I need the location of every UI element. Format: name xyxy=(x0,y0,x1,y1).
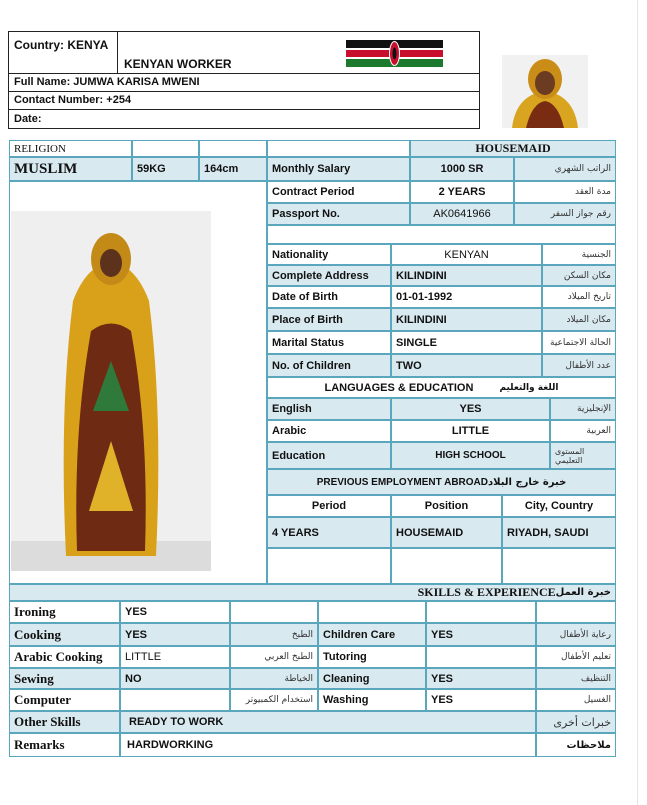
pob-arabic: مكان الميلاد xyxy=(542,308,616,331)
tutoring-arabic: تعليم الأطفال xyxy=(536,646,616,668)
contract-value: 2 YEARS xyxy=(410,181,514,203)
employment-title-arabic: خبرة خارج البلاد xyxy=(488,476,567,488)
dob-value: 01-01-1992 xyxy=(391,286,542,308)
city-header: City, Country xyxy=(502,495,616,517)
empty-cell xyxy=(267,548,391,584)
empty-cell xyxy=(536,601,616,623)
employment-title-text: PREVIOUS EMPLOYMENT ABROAD xyxy=(316,476,488,488)
empty-cell xyxy=(502,548,616,584)
childcare-arabic: رعاية الأطفال xyxy=(536,623,616,646)
nationality-value: KENYAN xyxy=(391,244,542,265)
cooking-value: YES xyxy=(120,623,230,646)
remarks-value: HARDWORKING xyxy=(120,733,536,757)
marital-label: Marital Status xyxy=(267,331,391,354)
header-title: KENYAN WORKER xyxy=(124,57,232,71)
nationality-arabic: الجنسية xyxy=(542,244,616,265)
nationality-label: Nationality xyxy=(267,244,391,265)
languages-title xyxy=(267,377,616,398)
skills-title-text: SKILLS & EXPERIENCE xyxy=(417,585,556,599)
empty-cell xyxy=(318,601,426,623)
position-col-header: Position xyxy=(391,495,502,517)
sewing-arabic: الخياطة xyxy=(230,668,318,689)
header-contact: Contact Number: +254 xyxy=(14,94,132,106)
childcare-value: YES xyxy=(426,623,536,646)
full-body-photo xyxy=(11,211,211,571)
arabic-cooking-label: Arabic Cooking xyxy=(9,646,120,668)
address-label: Complete Address xyxy=(267,265,391,286)
washing-arabic: الغسيل xyxy=(536,689,616,711)
contract-label: Contract Period xyxy=(267,181,410,203)
empty-cell xyxy=(267,140,410,157)
headshot-photo xyxy=(502,55,588,128)
washing-value: YES xyxy=(426,689,536,711)
period-value: 4 YEARS xyxy=(267,517,391,548)
weight-value: 59KG xyxy=(132,157,199,181)
header-line-1 xyxy=(8,73,480,74)
arabic-label: Arabic xyxy=(267,420,391,442)
cooking-label: Cooking xyxy=(9,623,120,646)
languages-title-arabic: اللغة والتعليم xyxy=(499,382,559,393)
children-label: No. of Children xyxy=(267,354,391,377)
salary-label: Monthly Salary xyxy=(267,157,410,181)
arabic-cooking-value: LITTLE xyxy=(120,646,230,668)
cleaning-label: Cleaning xyxy=(318,668,426,689)
header-date: Date: xyxy=(14,113,42,125)
period-header: Period xyxy=(267,495,391,517)
tutoring-label: Tutoring xyxy=(318,646,426,668)
computer-label: Computer xyxy=(9,689,120,711)
other-skills-value: READY TO WORK xyxy=(120,711,536,733)
marital-value: SINGLE xyxy=(391,331,542,354)
arabic-arabic: العربية xyxy=(550,420,616,442)
arabic-cooking-arabic: الطبخ العربي xyxy=(230,646,318,668)
education-label: Education xyxy=(267,442,391,469)
remarks-arabic: ملاحظات xyxy=(536,733,616,757)
salary-value: 1000 SR xyxy=(410,157,514,181)
employment-title xyxy=(267,469,616,495)
header-line-2 xyxy=(8,91,480,92)
position-value: HOUSEMAID xyxy=(391,517,502,548)
childcare-label: Children Care xyxy=(318,623,426,646)
address-arabic: مكان السكن xyxy=(542,265,616,286)
marital-arabic: الحالة الاجتماعية xyxy=(542,331,616,354)
empty-cell xyxy=(230,601,318,623)
computer-arabic: استخدام الكمبيوتر xyxy=(230,689,318,711)
cleaning-arabic: التنظيف xyxy=(536,668,616,689)
salary-arabic: الراتب الشهري xyxy=(514,157,616,181)
header-line-3 xyxy=(8,109,480,110)
remarks-label: Remarks xyxy=(9,733,120,757)
skills-title-arabic: خبرة العمل xyxy=(555,587,611,598)
position-header: HOUSEMAID xyxy=(410,140,616,157)
english-arabic: الإنجليزية xyxy=(550,398,616,420)
passport-label: Passport No. xyxy=(267,203,410,225)
page-edge xyxy=(637,0,638,805)
ironing-label: Ironing xyxy=(9,601,120,623)
computer-value xyxy=(120,689,230,711)
empty-cell xyxy=(199,140,267,157)
kenya-flag xyxy=(346,40,443,67)
passport-arabic: رقم جواز السفر xyxy=(514,203,616,225)
religion-label: RELIGION xyxy=(9,140,132,157)
english-label: English xyxy=(267,398,391,420)
dob-label: Date of Birth xyxy=(267,286,391,308)
english-value: YES xyxy=(391,398,550,420)
religion-value: MUSLIM xyxy=(9,157,132,181)
empty-cell xyxy=(426,601,536,623)
spacer-cell xyxy=(267,225,616,244)
header-country: Country: KENYA xyxy=(14,38,109,52)
cleaning-value: YES xyxy=(426,668,536,689)
children-arabic: عدد الأطفال xyxy=(542,354,616,377)
ironing-value: YES xyxy=(120,601,230,623)
education-arabic: المستوى التعليمي xyxy=(550,442,616,469)
passport-value: AK0641966 xyxy=(410,203,514,225)
languages-title-text: LANGUAGES & EDUCATION xyxy=(324,381,474,394)
pob-value: KILINDINI xyxy=(391,308,542,331)
empty-cell xyxy=(132,140,199,157)
header-full-name: Full Name: JUMWA KARISA MWENI xyxy=(14,76,200,88)
address-value: KILINDINI xyxy=(391,265,542,286)
washing-label: Washing xyxy=(318,689,426,711)
header-divider-v xyxy=(117,31,118,73)
empty-cell xyxy=(391,548,502,584)
skills-title xyxy=(9,584,616,601)
pob-label: Place of Birth xyxy=(267,308,391,331)
tutoring-value xyxy=(426,646,536,668)
arabic-value: LITTLE xyxy=(391,420,550,442)
cooking-arabic: الطبخ xyxy=(230,623,318,646)
sewing-value: NO xyxy=(120,668,230,689)
dob-arabic: تاريخ الميلاد xyxy=(542,286,616,308)
height-value: 164cm xyxy=(199,157,267,181)
sewing-label: Sewing xyxy=(9,668,120,689)
education-value: HIGH SCHOOL xyxy=(391,442,550,469)
city-value: RIYADH, SAUDI xyxy=(502,517,616,548)
contract-arabic: مدة العقد xyxy=(514,181,616,203)
other-skills-label: Other Skills xyxy=(9,711,120,733)
children-value: TWO xyxy=(391,354,542,377)
other-skills-arabic: خبرات أخرى xyxy=(536,711,616,733)
